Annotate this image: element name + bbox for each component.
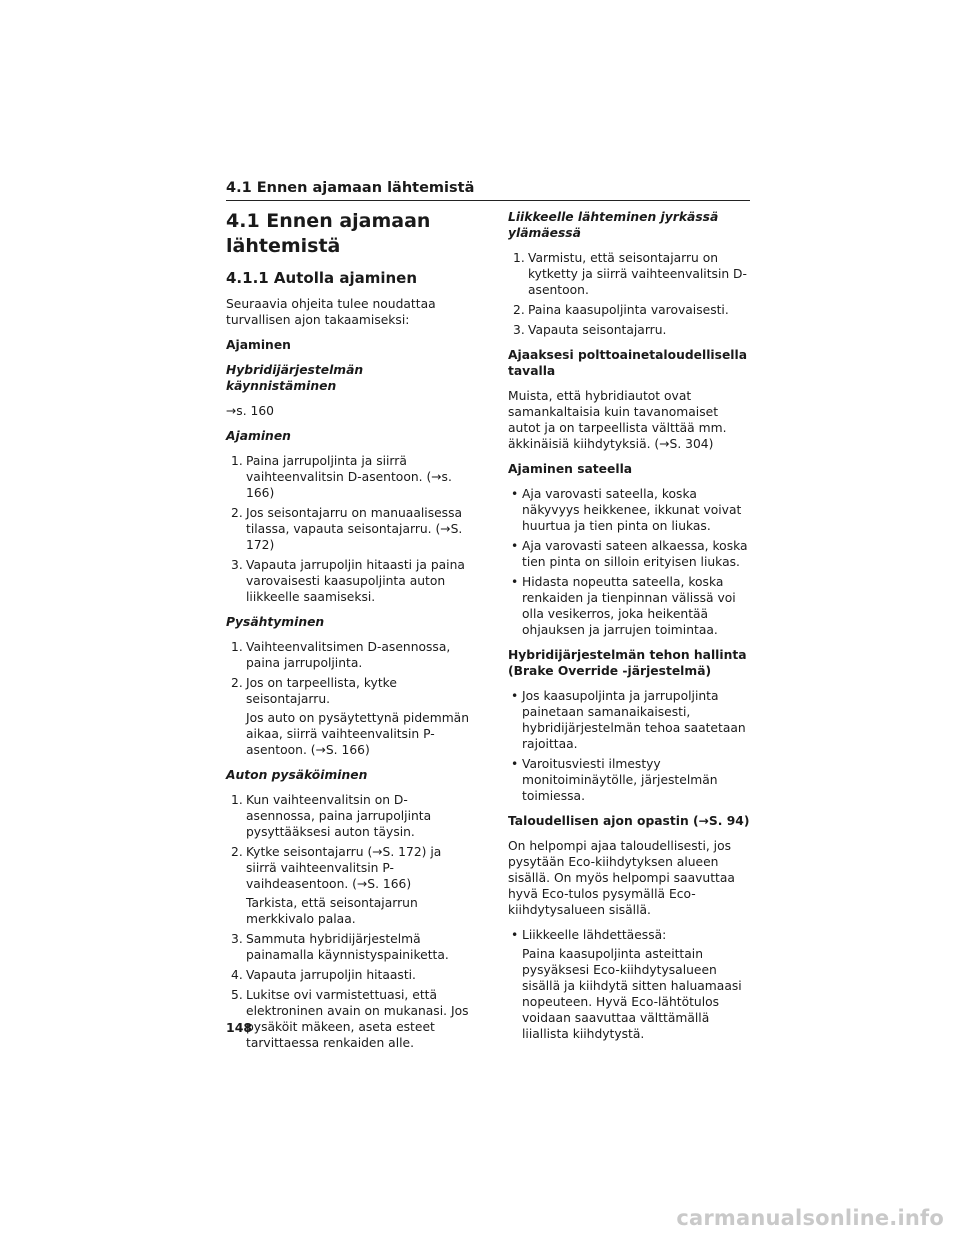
step-text: Sammuta hybridijärjestelmä painamalla käynnistyspainiketta. [246, 932, 449, 962]
section-title-line1: 4.1 Ennen ajamaan [226, 210, 431, 232]
page-number: 148 [226, 1020, 253, 1035]
right-column [508, 209, 754, 1051]
bullet-item [508, 756, 754, 804]
intro-text: Seuraavia ohjeita tulee noudattaa turvallisen ajon takaamiseksi: [226, 297, 436, 327]
step-text: Lukitse ovi varmistettuasi, että elektroninen avain on mukanasi. Jos pysäköit mäkeen, aseta esteet tarvittaessa renkaiden alle. [246, 988, 469, 1050]
step-text: Vaihteenvalitsimen D-asennossa, paina jarrupoljinta. [246, 640, 451, 670]
step-item [226, 453, 474, 501]
hill-steps [508, 250, 754, 338]
section-title-line2: lähtemistä [226, 235, 341, 257]
bullet-text: Varoitusviesti ilmestyy monitoiminäytölle, järjestelmän toimiessa. [522, 757, 718, 803]
step-note: Jos auto on pysäytettynä pidemmän aikaa, siirrä vaihteenvalitsin P-asentoon. (→S. 166) [246, 711, 470, 757]
guide-text: On helpompi ajaa taloudellisesti, jos pysytään Eco-kiihdytyksen alueen sisällä. On myös helpompi saavuttaa hyvä Eco-tulos pysymällä Eco-kiihdytysalueen sisällä. [508, 839, 735, 917]
step-item [226, 639, 474, 671]
left-column [226, 209, 474, 1060]
step-item [508, 250, 754, 298]
step-number: 3. [231, 558, 243, 572]
stop-heading: Pysähtyminen [226, 615, 325, 629]
section-title [226, 209, 474, 259]
park-steps [226, 792, 474, 1051]
bullet-item [508, 574, 754, 638]
bullet-dot: • [511, 487, 519, 501]
hill-heading: Liikkeelle lähteminen jyrkässä ylämäessä [508, 210, 719, 240]
step-item [226, 967, 474, 983]
watermark: carmanualsonline.info [676, 1206, 944, 1230]
step-number: 3. [231, 932, 243, 946]
step-number: 1. [231, 454, 243, 468]
bullet-text: Liikkeelle lähdettäessä: [522, 928, 667, 942]
eco-text: Muista, että hybridiautot ovat samankaltaisia kuin tavanomaiset autot ja on tarpeellista välttää mm. äkkinäisiä kiihdytyksiä. (→S. 304) [508, 389, 727, 451]
step-item [508, 322, 754, 338]
step-number: 1. [513, 251, 525, 265]
step-text: Vapauta seisontajarru. [528, 323, 667, 337]
park-heading: Auton pysäköiminen [226, 768, 368, 782]
rain-bullets [508, 486, 754, 638]
driving-heading: Ajaminen [226, 338, 291, 352]
bullet-dot: • [511, 539, 519, 553]
step-note: Tarkista, että seisontajarrun merkkivalo palaa. [246, 896, 418, 926]
step-text: Vapauta jarrupoljin hitaasti ja paina varovaisesti kaasupoljinta auton liikkeelle saamiseksi. [246, 558, 465, 604]
bullet-dot: • [511, 757, 519, 771]
step-text: Paina jarrupoljinta ja siirrä vaihteenvalitsin D-asentoon. (→s. 166) [246, 454, 452, 500]
step-item [226, 844, 474, 927]
step-number: 3. [513, 323, 525, 337]
step-number: 2. [231, 676, 243, 690]
subsection-title: 4.1.1 Autolla ajaminen [226, 269, 418, 287]
bullet-text: Aja varovasti sateen alkaessa, koska tien pinta on silloin erityisen liukas. [522, 539, 748, 569]
rain-heading: Ajaminen sateella [508, 462, 633, 476]
bullet-dot: • [511, 689, 519, 703]
start-reference: →s. 160 [226, 404, 274, 418]
start-heading: Hybridijärjestelmän käynnistäminen [226, 363, 364, 393]
step-text: Kytke seisontajarru (→S. 172) ja siirrä vaihteenvalitsin P-vaihdeasentoon. (→S. 166) [246, 845, 442, 891]
stop-steps [226, 639, 474, 758]
step-number: 4. [231, 968, 243, 982]
bullet-dot: • [511, 575, 519, 589]
step-text: Varmistu, että seisontajarru on kytketty ja siirrä vaihteenvalitsin D-asentoon. [528, 251, 747, 297]
running-header: 4.1 Ennen ajamaan lähtemistä [226, 179, 750, 201]
step-text: Paina kaasupoljinta varovaisesti. [528, 303, 729, 317]
step-number: 2. [231, 845, 243, 859]
guide-heading: Taloudellisen ajon opastin (→S. 94) [508, 814, 750, 828]
bullet-note: Paina kaasupoljinta asteittain pysyäksesi Eco-kiihdytysalueen sisällä ja kiihdytä sitten haluamaasi nopeuteen. Hyvä Eco-lähtötulos voidaan saavuttaa välttämällä liiallista kiihdytystä. [522, 947, 742, 1041]
step-text: Jos on tarpeellista, kytke seisontajarru. [246, 676, 397, 706]
step-item [226, 931, 474, 963]
step-item [226, 675, 474, 758]
step-item [226, 792, 474, 840]
step-number: 5. [231, 988, 243, 1002]
step-item [226, 505, 474, 553]
eco-heading: Ajaaksesi polttoainetaloudellisella tavalla [508, 348, 748, 378]
step-number: 2. [231, 506, 243, 520]
step-number: 1. [231, 640, 243, 654]
step-text: Jos seisontajarru on manuaalisessa tilassa, vapauta seisontajarru. (→S. 172) [246, 506, 463, 552]
step-item [226, 557, 474, 605]
step-number: 1. [231, 793, 243, 807]
override-heading: Hybridijärjestelmän tehon hallinta (Brake Override -järjestelmä) [508, 648, 747, 678]
bullet-item [508, 688, 754, 752]
bullet-text: Jos kaasupoljinta ja jarrupoljinta painetaan samanaikaisesti, hybridijärjestelmän tehoa saatetaan rajoittaa. [522, 689, 746, 751]
guide-bullets [508, 927, 754, 1042]
bullet-item [508, 538, 754, 570]
step-item [226, 987, 474, 1051]
bullet-dot: • [511, 928, 519, 942]
drive-steps [226, 453, 474, 605]
bullet-item [508, 927, 754, 1042]
step-text: Vapauta jarrupoljin hitaasti. [246, 968, 416, 982]
override-bullets [508, 688, 754, 804]
drive-heading: Ajaminen [226, 429, 291, 443]
step-text: Kun vaihteenvalitsin on D-asennossa, paina jarrupoljinta pysyttääksesi auton täysin. [246, 793, 432, 839]
step-number: 2. [513, 303, 525, 317]
bullet-text: Hidasta nopeutta sateella, koska renkaiden ja tienpinnan välissä voi olla vesikerros, joka heikentää ohjauksen ja jarrujen toimintaa. [522, 575, 736, 637]
bullet-item [508, 486, 754, 534]
step-item [508, 302, 754, 318]
bullet-text: Aja varovasti sateella, koska näkyvyys heikkenee, ikkunat voivat huurtua ja tien pinta on liukas. [522, 487, 742, 533]
